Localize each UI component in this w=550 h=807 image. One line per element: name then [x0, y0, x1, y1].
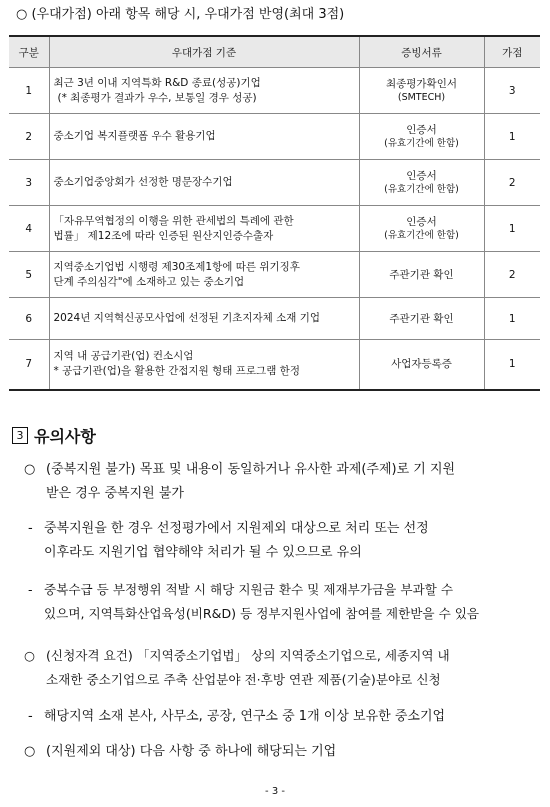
table-row: [9, 252, 540, 298]
row-score: 3: [484, 68, 540, 114]
note-line: [24, 458, 540, 482]
table-header-row: [9, 36, 540, 68]
row-criteria: [49, 298, 359, 340]
header-document: 증빙서류: [359, 36, 484, 68]
intro-line: ○ (우대가점) 아래 항목 해당 시, 우대가점 반영(최대 3점): [16, 7, 345, 22]
note-text: (신청자격 요건) 「지역중소기업법」 상의 지역중소기업으로, 세종지역 내: [46, 648, 450, 663]
row-no: 2: [9, 114, 49, 160]
circle-bullet: ○: [24, 462, 36, 477]
note-line: [28, 705, 540, 729]
note-line: [24, 644, 540, 668]
note-text: 중복수급 등 부정행위 적발 시 해당 지원금 환수 및 제재부가금을 부과할 수: [44, 582, 454, 597]
note-text: 해당지역 소재 본사, 사무소, 공장, 연구소 중 1개 이상 보유한 중소기업: [44, 709, 446, 724]
circle-bullet: ○: [24, 648, 35, 663]
table-row: [9, 160, 540, 206]
row-criteria: [49, 340, 359, 390]
row-no: 4: [9, 206, 49, 252]
criteria-line: 법률」 제12조에 따라 인증된 원산지인증수출자: [53, 229, 274, 242]
header-no: 구분: [9, 36, 49, 68]
table-row: [9, 68, 540, 114]
row-criteria: [49, 114, 359, 160]
note-text: 중복지원을 한 경우 선정평가에서 지원제외 대상으로 처리 또는 선정: [44, 521, 429, 536]
dash-bullet: -: [28, 521, 33, 536]
note-fraud-penalty: [28, 578, 540, 626]
criteria-line: 중소기업중앙회가 선정한 명문장수기업: [53, 176, 233, 188]
row-criteria: [49, 252, 359, 298]
row-no: 7: [9, 340, 49, 390]
row-document: [359, 298, 484, 340]
note-line: [24, 740, 540, 764]
criteria-note: * 공급기관(업)을 활용한 간접지원 형태 프로그램 한정: [53, 365, 300, 378]
note-line: 이후라도 지원기업 협약해약 처리가 될 수 있으므로 유의: [44, 545, 362, 560]
row-document: [359, 340, 484, 390]
note-line: [28, 517, 540, 541]
row-no: 6: [9, 298, 49, 340]
table-row: [9, 340, 540, 390]
section-title: 유의사항: [34, 427, 96, 446]
page-number: - 3 -: [265, 786, 285, 797]
dash-bullet: -: [28, 582, 33, 597]
doc-line: 주관기관 확인: [389, 312, 454, 325]
header-score: 가점: [484, 36, 540, 68]
row-score: 1: [484, 206, 540, 252]
row-score: 2: [484, 252, 540, 298]
note-location: [28, 705, 540, 729]
criteria-note: (* 최종평가 결과가 우수, 보통일 경우 성공): [57, 91, 257, 104]
dash-bullet: -: [28, 709, 33, 724]
section-number-box: 3: [12, 427, 28, 444]
row-document: [359, 160, 484, 206]
bonus-criteria-table: [9, 35, 540, 391]
note-line: 받은 경우 중복지원 불가: [46, 486, 184, 501]
doc-line: 주관기관 확인: [389, 268, 454, 281]
section-heading: [12, 424, 96, 447]
note-line: 소재한 중소기업으로 주축 산업분야 전·후방 연관 제품(기술)분야로 신청: [46, 672, 441, 687]
note-eligibility: [24, 644, 540, 692]
note-duplicate-support: [24, 458, 540, 506]
row-document: [359, 114, 484, 160]
row-document: [359, 252, 484, 298]
criteria-line: 2024년 지역혁신공모사업에 선정된 기초지자체 소재 기업: [53, 312, 321, 324]
row-score: 1: [484, 114, 540, 160]
doc-line: 인증서: [406, 123, 437, 136]
row-no: 1: [9, 68, 49, 114]
criteria-line: 최근 3년 이내 지역특화 R&D 종료(성공)기업: [53, 76, 261, 89]
doc-sub: (유효기간에 한함): [384, 229, 459, 241]
row-criteria: [49, 206, 359, 252]
doc-sub: (SMTECH): [397, 91, 446, 103]
doc-sub: (유효기간에 한함): [384, 183, 459, 195]
doc-line: 사업자등록증: [391, 358, 452, 371]
doc-sub: (유효기간에 한함): [384, 137, 459, 149]
row-score: 1: [484, 340, 540, 390]
criteria-line: 지역중소기업법 시행령 제30조제1항에 따른 위기징후: [53, 260, 300, 273]
row-document: [359, 68, 484, 114]
row-no: 3: [9, 160, 49, 206]
criteria-line: 중소기업 복지플랫폼 우수 활용기업: [53, 130, 216, 142]
table-row: [9, 298, 540, 340]
note-text: (중복지원 불가) 목표 및 내용이 동일하거나 유사한 과제(주제)로 기 지원: [46, 462, 456, 477]
note-line: [28, 578, 540, 602]
criteria-line: 지역 내 공급기관(업) 컨소시엄: [53, 350, 194, 363]
table-row: [9, 114, 540, 160]
row-score: 2: [484, 160, 540, 206]
row-document: [359, 206, 484, 252]
table-row: [9, 206, 540, 252]
header-criteria: 우대가점 기준: [49, 36, 359, 68]
note-line: 있으며, 지역특화산업육성(비R&D) 등 정부지원사업에 참여를 제한받을 수 있음: [44, 606, 480, 621]
criteria-line: 「자유무역협정의 이행을 위한 관세법의 특례에 관한: [53, 214, 294, 227]
doc-line: 인증서: [406, 169, 437, 182]
circle-bullet: ○: [24, 744, 36, 759]
doc-line: 인증서: [406, 215, 437, 228]
row-no: 5: [9, 252, 49, 298]
row-score: 1: [484, 298, 540, 340]
doc-line: 최종평가확인서: [385, 77, 457, 90]
note-exclusion: [24, 740, 540, 764]
row-criteria: [49, 68, 359, 114]
note-text: (지원제외 대상) 다음 사항 중 하나에 해당되는 기업: [46, 744, 337, 759]
criteria-line: 단계 주의심각"에 소재하고 있는 중소기업: [53, 275, 245, 288]
row-criteria: [49, 160, 359, 206]
note-duplicate-penalty: [28, 517, 540, 565]
